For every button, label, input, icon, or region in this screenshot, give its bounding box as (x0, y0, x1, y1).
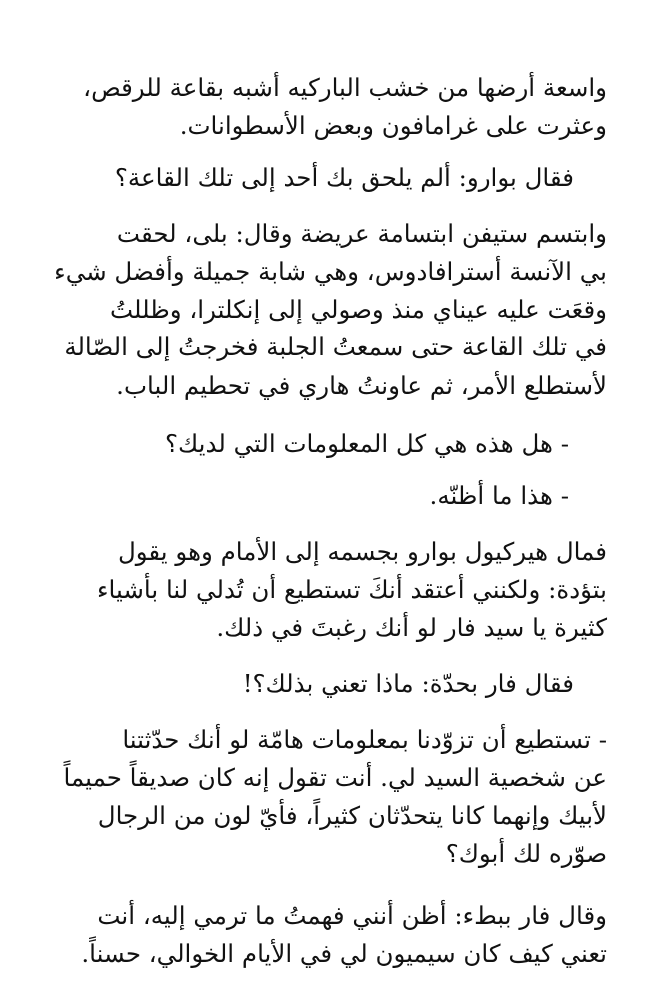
text-line: كثيرة يا سيد فار لو أنك رغبتَ في ذلك. (216, 613, 607, 642)
text-line: تعني كيف كان سيميون لي في الأيام الخوالي، حسناً. (81, 939, 607, 968)
text-line: صوّره لك أبوك؟ (445, 839, 607, 868)
text-line: في تلك القاعة حتى سمعتُ الجلبة فخرجتُ إلى الصّالة (64, 332, 607, 361)
text-line: عن شخصية السيد لي. أنت تقول إنه كان صديقاً حميماً (63, 763, 607, 792)
text-line: فقال فار بحدّة: ماذا تعني بذلك؟! (242, 669, 574, 698)
text-line: فمال هيركيول بوارو بجسمه إلى الأمام وهو يقول (117, 537, 607, 566)
text-line: فقال بوارو: ألم يلحق بك أحد إلى تلك القاعة؟ (114, 163, 574, 192)
text-line: وعثرت على غرامافون وبعض الأسطوانات. (179, 111, 607, 140)
text-line: وقال فار ببطء: أظن أنني فهمتُ ما ترمي إليه، أنت (97, 901, 607, 930)
text-line: بتؤدة: ولكنني أعتقد أنكَ تستطيع أن تُدلي لنا بأشياء (96, 575, 607, 604)
text-line: وابتسم ستيفن ابتسامة عريضة وقال: بلى، لحقت (116, 219, 607, 248)
text-line: وقعَت عليه عيناي منذ وصولي إلى إنكلترا، وظللتُ (110, 295, 607, 324)
text-line: بي الآنسة أسترافادوس، وهي شابة جميلة وأفضل شيء (54, 257, 607, 286)
text-line: لأبيك وإنهما كانا يتحدّثان كثيراً، فأيّ لون من الرجال (97, 801, 607, 830)
dialogue-line: - هل هذه هي كل المعلومات التي لديك؟ (165, 429, 569, 458)
dialogue-line: - تستطيع أن تزوّدنا بمعلومات هامّة لو أنك حدّثتنا (122, 725, 607, 754)
text-line: لأستطلع الأمر، ثم عاونتُ هاري في تحطيم الباب. (116, 371, 607, 400)
dialogue-line: - هذا ما أظنّه. (429, 481, 569, 510)
text-line: واسعة أرضها من خشب الباركيه أشبه بقاعة للرقص، (83, 73, 607, 102)
